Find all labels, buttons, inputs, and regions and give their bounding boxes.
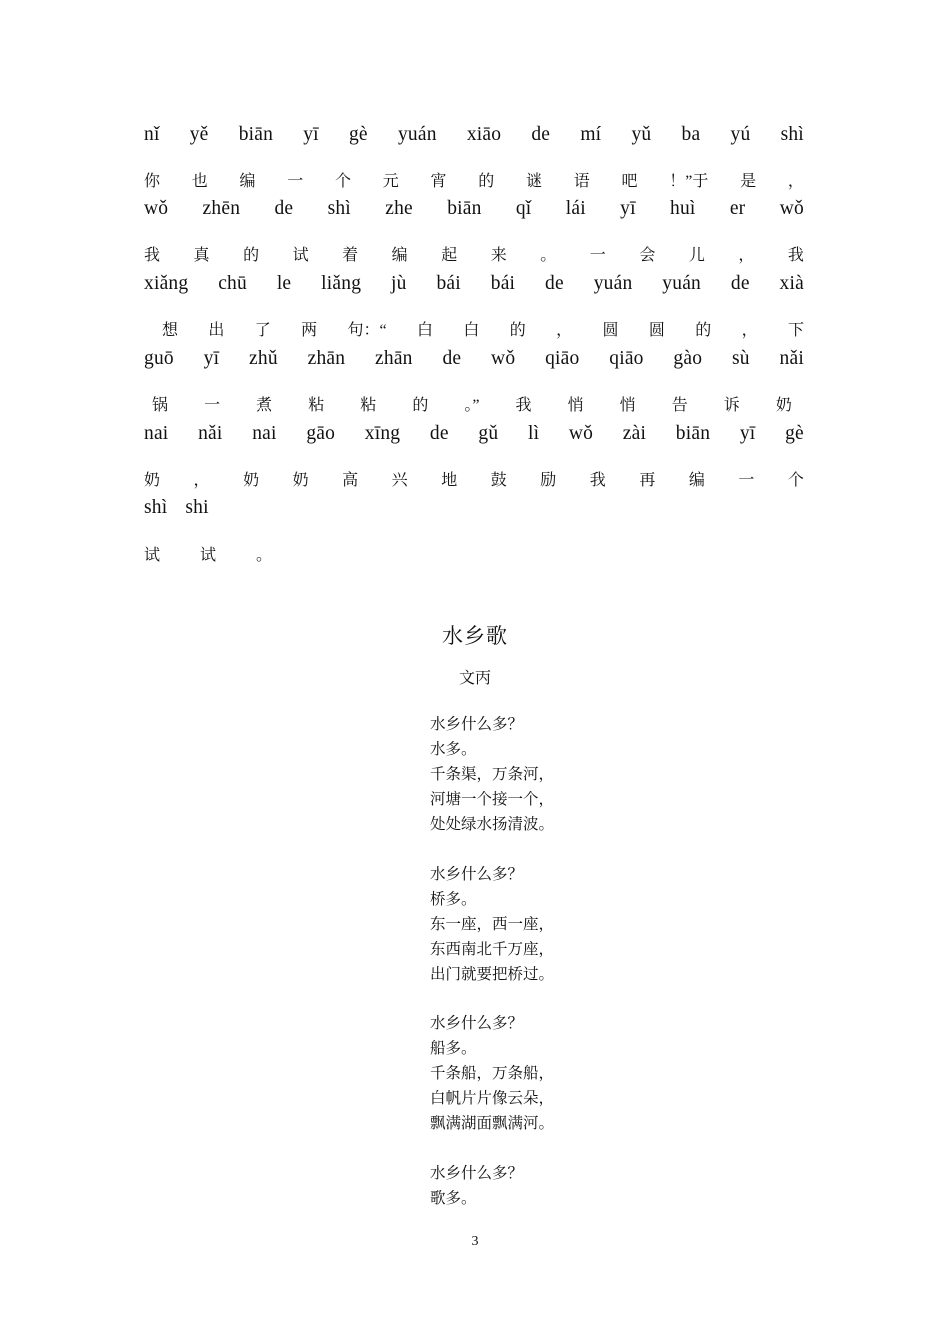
hanzi-row xyxy=(144,168,804,191)
pinyin-syllable: le xyxy=(276,273,292,294)
hanzi-character: 我 xyxy=(515,397,532,414)
hanzi-character: 兴 xyxy=(391,472,408,489)
hanzi-character: 我 xyxy=(787,247,804,264)
pinyin-row xyxy=(144,198,804,220)
poem-body xyxy=(430,712,554,1235)
hanzi-character: ， xyxy=(738,247,755,264)
pinyin-syllable: shi xyxy=(185,497,209,518)
pinyin-syllable: bái xyxy=(490,273,516,294)
pinyin-syllable: yī xyxy=(620,198,636,219)
pinyin-syllable: qiāo xyxy=(545,348,580,369)
poem-title: 水乡歌 xyxy=(442,624,508,648)
hanzi-character: 下 xyxy=(787,322,804,339)
pinyin-syllable: yī xyxy=(203,348,220,369)
pinyin-syllable: yú xyxy=(730,124,751,145)
pinyin-syllable: nai xyxy=(252,423,277,444)
pinyin-syllable: zhe xyxy=(385,198,413,219)
hanzi-character: 我 xyxy=(144,247,161,264)
pinyin-syllable: gǔ xyxy=(478,423,499,444)
pinyin-syllable: nǎi xyxy=(198,423,223,444)
hanzi-character: 试 xyxy=(200,547,217,564)
hanzi-character: 的 xyxy=(478,173,495,190)
pinyin-syllable: qiāo xyxy=(609,348,644,369)
pinyin-syllable: shì xyxy=(144,497,168,518)
hanzi-character: 。” xyxy=(464,397,480,414)
poem-line: 歌多。 xyxy=(430,1189,477,1207)
pinyin-syllable: gào xyxy=(673,348,703,369)
pinyin-syllable: yuán xyxy=(662,273,702,294)
hanzi-character: 儿 xyxy=(688,247,705,264)
hanzi-character: 我 xyxy=(589,472,606,489)
pinyin-syllable: ba xyxy=(681,124,701,145)
hanzi-character: 试 xyxy=(144,547,161,564)
hanzi-character: 的 xyxy=(509,322,526,339)
poem-line: 水乡什么多？ xyxy=(430,1015,524,1032)
pinyin-syllable: zhēn xyxy=(202,198,241,219)
pinyin-syllable: de xyxy=(730,273,750,294)
hanzi-row xyxy=(144,242,804,265)
pinyin-syllable: de xyxy=(429,423,449,444)
pinyin-syllable: wǒ xyxy=(568,423,594,444)
poem-line: 船多。 xyxy=(430,1040,477,1057)
hanzi-character: 奶 xyxy=(243,472,260,489)
hanzi-character: 编 xyxy=(391,247,408,264)
hanzi-character: 语 xyxy=(573,173,590,190)
hanzi-character: 起 xyxy=(441,247,458,264)
hanzi-character: 粘 xyxy=(308,397,325,414)
pinyin-syllable: de xyxy=(531,124,551,145)
hanzi-character: 鼓 xyxy=(490,472,507,489)
hanzi-character: 也 xyxy=(191,173,208,190)
poem-stanza xyxy=(430,1161,554,1211)
pinyin-syllable: wǒ xyxy=(779,198,804,219)
poem-line: 水乡什么多？ xyxy=(430,1164,524,1182)
poem-line: 东一座，西一座， xyxy=(430,915,555,933)
hanzi-character: 地 xyxy=(441,472,458,489)
hanzi-character: 圆 xyxy=(602,322,619,339)
pinyin-syllable: lái xyxy=(565,198,586,219)
hanzi-character: 一 xyxy=(589,247,606,264)
hanzi-character: ， xyxy=(787,173,804,190)
poem-author: 文丙 xyxy=(459,670,492,687)
pinyin-syllable: gè xyxy=(348,124,368,145)
hanzi-character: 悄 xyxy=(567,397,584,414)
poem-line: 飘满湖面飘满河。 xyxy=(430,1115,555,1132)
hanzi-character: 来 xyxy=(490,247,507,264)
poem-line: 处处绿水扬清波。 xyxy=(430,816,555,833)
poem-line: 东西南北千万座， xyxy=(430,940,555,958)
pinyin-syllable: gè xyxy=(785,423,804,444)
hanzi-character: 元 xyxy=(382,173,399,190)
poem-line: 桥多。 xyxy=(430,890,477,908)
hanzi-character: 宵 xyxy=(430,173,447,190)
pinyin-row xyxy=(144,348,804,370)
hanzi-character: 试 xyxy=(292,247,309,264)
hanzi-character: 是 xyxy=(740,173,757,190)
hanzi-character: 了 xyxy=(254,322,271,339)
pinyin-syllable: yī xyxy=(303,124,319,145)
hanzi-character: 粘 xyxy=(360,397,377,414)
hanzi-character: 吧 xyxy=(621,173,638,190)
hanzi-character: 白 xyxy=(416,322,433,339)
poem-line: 出门就要把桥过。 xyxy=(430,965,555,983)
hanzi-row xyxy=(144,467,804,490)
hanzi-character: ， xyxy=(193,472,210,489)
hanzi-character: ， xyxy=(556,322,573,339)
page-number: 3 xyxy=(471,1234,479,1249)
pinyin-syllable: zài xyxy=(622,423,647,444)
hanzi-character: ！”于 xyxy=(669,173,709,190)
pinyin-syllable: yuán xyxy=(397,124,437,145)
pinyin-syllable: xīng xyxy=(364,423,401,444)
pinyin-syllable: nǐ xyxy=(144,124,160,145)
hanzi-character: 编 xyxy=(688,472,705,489)
hanzi-character: 白 xyxy=(463,322,480,339)
pinyin-syllable: zhān xyxy=(375,348,413,369)
pinyin-syllable: de xyxy=(442,348,462,369)
pinyin-syllable: jù xyxy=(391,273,407,294)
hanzi-character: 想 xyxy=(162,322,179,339)
poem-line: 河塘一个接一个， xyxy=(430,791,555,808)
pinyin-syllable: nǎi xyxy=(779,348,804,369)
pinyin-row xyxy=(144,124,804,146)
pinyin-syllable: xiǎng xyxy=(144,273,189,294)
hanzi-character: 句：“ xyxy=(347,322,387,339)
poem-stanza xyxy=(430,712,554,837)
hanzi-character: 悄 xyxy=(619,397,636,414)
hanzi-character: 告 xyxy=(671,397,688,414)
pinyin-syllable: wǒ xyxy=(491,348,516,369)
pinyin-syllable: liǎng xyxy=(321,273,362,294)
hanzi-character: 的 xyxy=(412,397,429,414)
hanzi-character: 个 xyxy=(335,173,352,190)
hanzi-character: 会 xyxy=(639,247,656,264)
pinyin-syllable: shì xyxy=(780,124,804,145)
hanzi-character: 真 xyxy=(193,247,210,264)
pinyin-syllable: chū xyxy=(218,273,247,294)
pinyin-syllable: lì xyxy=(527,423,540,444)
pinyin-syllable: biān xyxy=(238,124,274,145)
hanzi-character: 高 xyxy=(342,472,359,489)
hanzi-character: 编 xyxy=(239,173,256,190)
pinyin-syllable: zhān xyxy=(307,348,346,369)
pinyin-syllable: guō xyxy=(144,348,174,369)
poem-line: 水乡什么多？ xyxy=(430,716,524,733)
poem-line: 白帆片片像云朵， xyxy=(430,1090,555,1107)
poem-line: 千条船，万条船， xyxy=(430,1065,555,1082)
hanzi-character: 的 xyxy=(243,247,260,264)
pinyin-syllable: wǒ xyxy=(144,198,169,219)
poem-line: 水多。 xyxy=(430,741,477,758)
hanzi-character: 一 xyxy=(287,173,304,190)
pinyin-syllable: yǔ xyxy=(631,124,652,145)
pinyin-syllable: er xyxy=(729,198,746,219)
pinyin-syllable: huì xyxy=(670,198,696,219)
hanzi-character: 一 xyxy=(738,472,755,489)
pinyin-syllable: mí xyxy=(580,124,602,145)
pinyin-syllable: yě xyxy=(189,124,209,145)
pinyin-syllable: xiāo xyxy=(466,124,502,145)
hanzi-character: 两 xyxy=(301,322,318,339)
hanzi-character: 出 xyxy=(208,322,225,339)
hanzi-character: 你 xyxy=(144,173,161,190)
poem-line: 水乡什么多？ xyxy=(430,865,524,883)
hanzi-character: 锅 xyxy=(152,397,169,414)
pinyin-syllable: biān xyxy=(675,423,711,444)
pinyin-syllable: xià xyxy=(779,273,804,294)
pinyin-syllable: yuán xyxy=(593,273,633,294)
hanzi-row xyxy=(144,542,804,565)
pinyin-row xyxy=(144,273,804,295)
pinyin-syllable: bái xyxy=(436,273,461,294)
hanzi-character: 。 xyxy=(540,247,557,264)
hanzi-character: 一 xyxy=(204,397,221,414)
pinyin-row xyxy=(144,497,804,519)
pinyin-syllable: shì xyxy=(327,198,351,219)
pinyin-syllable: nai xyxy=(144,423,169,444)
hanzi-row xyxy=(144,317,804,340)
hanzi-character: 励 xyxy=(540,472,557,489)
hanzi-character: 奶 xyxy=(775,397,792,414)
hanzi-row xyxy=(144,392,792,415)
pinyin-syllable: de xyxy=(545,273,564,294)
pinyin-row xyxy=(144,423,804,445)
hanzi-character: 谜 xyxy=(526,173,543,190)
hanzi-character: 的 xyxy=(695,322,712,339)
poem-stanza xyxy=(430,862,554,987)
pinyin-syllable: qǐ xyxy=(515,198,532,219)
pinyin-syllable: de xyxy=(274,198,294,219)
pinyin-syllable: zhǔ xyxy=(249,348,278,369)
hanzi-character: 煮 xyxy=(256,397,273,414)
poem-line: 千条渠，万条河， xyxy=(430,766,555,783)
hanzi-character: 圆 xyxy=(648,322,665,339)
hanzi-character: 再 xyxy=(639,472,656,489)
pinyin-syllable: gāo xyxy=(306,423,336,444)
pinyin-syllable: yī xyxy=(739,423,756,444)
hanzi-character: 。 xyxy=(256,547,273,564)
pinyin-syllable: biān xyxy=(447,198,482,219)
hanzi-character: 诉 xyxy=(723,397,740,414)
hanzi-character: 奶 xyxy=(292,472,309,489)
pinyin-syllable: sù xyxy=(731,348,750,369)
hanzi-character: ， xyxy=(741,322,758,339)
hanzi-character: 个 xyxy=(787,472,804,489)
hanzi-character: 着 xyxy=(342,247,359,264)
poem-stanza xyxy=(430,1011,554,1136)
hanzi-character: 奶 xyxy=(144,472,161,489)
